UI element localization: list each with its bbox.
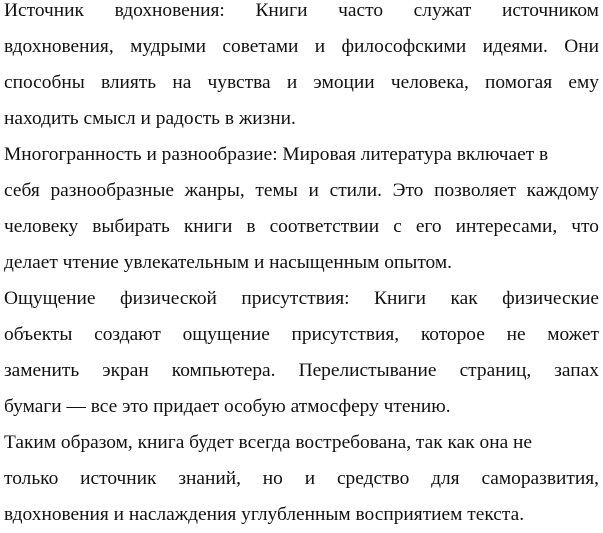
- word: и: [304, 468, 316, 489]
- word: способны: [4, 72, 85, 93]
- word: часто: [338, 0, 384, 21]
- word: запах: [554, 360, 599, 381]
- word: выбирать: [92, 216, 170, 237]
- word: компьютера.: [171, 360, 276, 381]
- text-line: Многогранность и разнообразие: Мировая литература включает в: [4, 144, 549, 165]
- word: что: [571, 216, 599, 237]
- word: человеку: [4, 216, 79, 237]
- word: вдохновения,: [4, 36, 114, 57]
- word: Книги: [374, 288, 427, 309]
- word: соответствии: [269, 216, 380, 237]
- text-line-last: вдохновения и наслаждения углубленным восприятием текста.: [4, 504, 525, 525]
- word: каждому: [526, 180, 599, 201]
- word: влиять: [100, 72, 157, 93]
- word: физические: [502, 288, 599, 309]
- word: страниц,: [459, 360, 532, 381]
- text-line-last: бумаги — все это придает особую атмосферу чтению.: [4, 396, 451, 417]
- word: средство: [336, 468, 410, 489]
- text-line: [4, 0, 599, 29]
- text-line: [4, 281, 599, 317]
- word: Ощущение: [4, 288, 96, 309]
- word: книги: [183, 216, 233, 237]
- word: ему: [568, 72, 599, 93]
- word: Источник: [4, 0, 84, 21]
- word: человека,: [390, 72, 469, 93]
- word: только: [4, 468, 59, 489]
- text-line: Таким образом, книга будет всегда востребована, так как она не: [4, 432, 533, 453]
- word: его: [415, 216, 442, 237]
- word: советами: [222, 36, 299, 57]
- word: саморазвития,: [481, 468, 599, 489]
- word: и: [308, 180, 319, 201]
- text-line-last: находить смысл и радость в жизни.: [4, 108, 296, 129]
- word: источником: [502, 0, 599, 21]
- word: присутствия:: [241, 288, 350, 309]
- word: и: [314, 36, 326, 57]
- text-line: [4, 173, 599, 209]
- word: помогая: [485, 72, 553, 93]
- word: жанры,: [184, 180, 245, 201]
- word: экран: [102, 360, 149, 381]
- word: присутствия,: [291, 324, 400, 345]
- word: эмоции: [313, 72, 375, 93]
- word: Перелистывание: [298, 360, 437, 381]
- text-line: [4, 65, 599, 101]
- word: заменить: [4, 360, 80, 381]
- word: не: [506, 324, 526, 345]
- text-line: [4, 461, 599, 497]
- text-line: [4, 317, 599, 353]
- word: Книги: [255, 0, 308, 21]
- word: которое: [420, 324, 485, 345]
- word: вдохновения:: [114, 0, 225, 21]
- text-line: [4, 209, 599, 245]
- word: создают: [94, 324, 161, 345]
- word: в: [246, 216, 256, 237]
- word: идеями.: [482, 36, 548, 57]
- word: на: [172, 72, 192, 93]
- word: Они: [564, 36, 599, 57]
- text-line: [4, 353, 599, 389]
- word: чувства: [207, 72, 271, 93]
- word: темы: [255, 180, 298, 201]
- word: как: [450, 288, 478, 309]
- word: стили.: [329, 180, 382, 201]
- word: с: [393, 216, 402, 237]
- word: и: [286, 72, 298, 93]
- word: интересами,: [455, 216, 558, 237]
- text-line-last: делает чтение увлекательным и насыщенным опытом.: [4, 252, 453, 273]
- word: разнообразные: [50, 180, 175, 201]
- word: источник: [80, 468, 157, 489]
- word: служат: [413, 0, 472, 21]
- word: может: [547, 324, 599, 345]
- word: но: [262, 468, 283, 489]
- text-line: [4, 29, 599, 65]
- word: мудрыми: [130, 36, 207, 57]
- word: физической: [120, 288, 217, 309]
- word: философскими: [341, 36, 467, 57]
- word: Это: [392, 180, 424, 201]
- word: себя: [4, 180, 40, 201]
- word: знаний,: [178, 468, 241, 489]
- word: позволяет: [434, 180, 516, 201]
- word: для: [431, 468, 460, 489]
- word: объекты: [4, 324, 73, 345]
- word: ощущение: [182, 324, 270, 345]
